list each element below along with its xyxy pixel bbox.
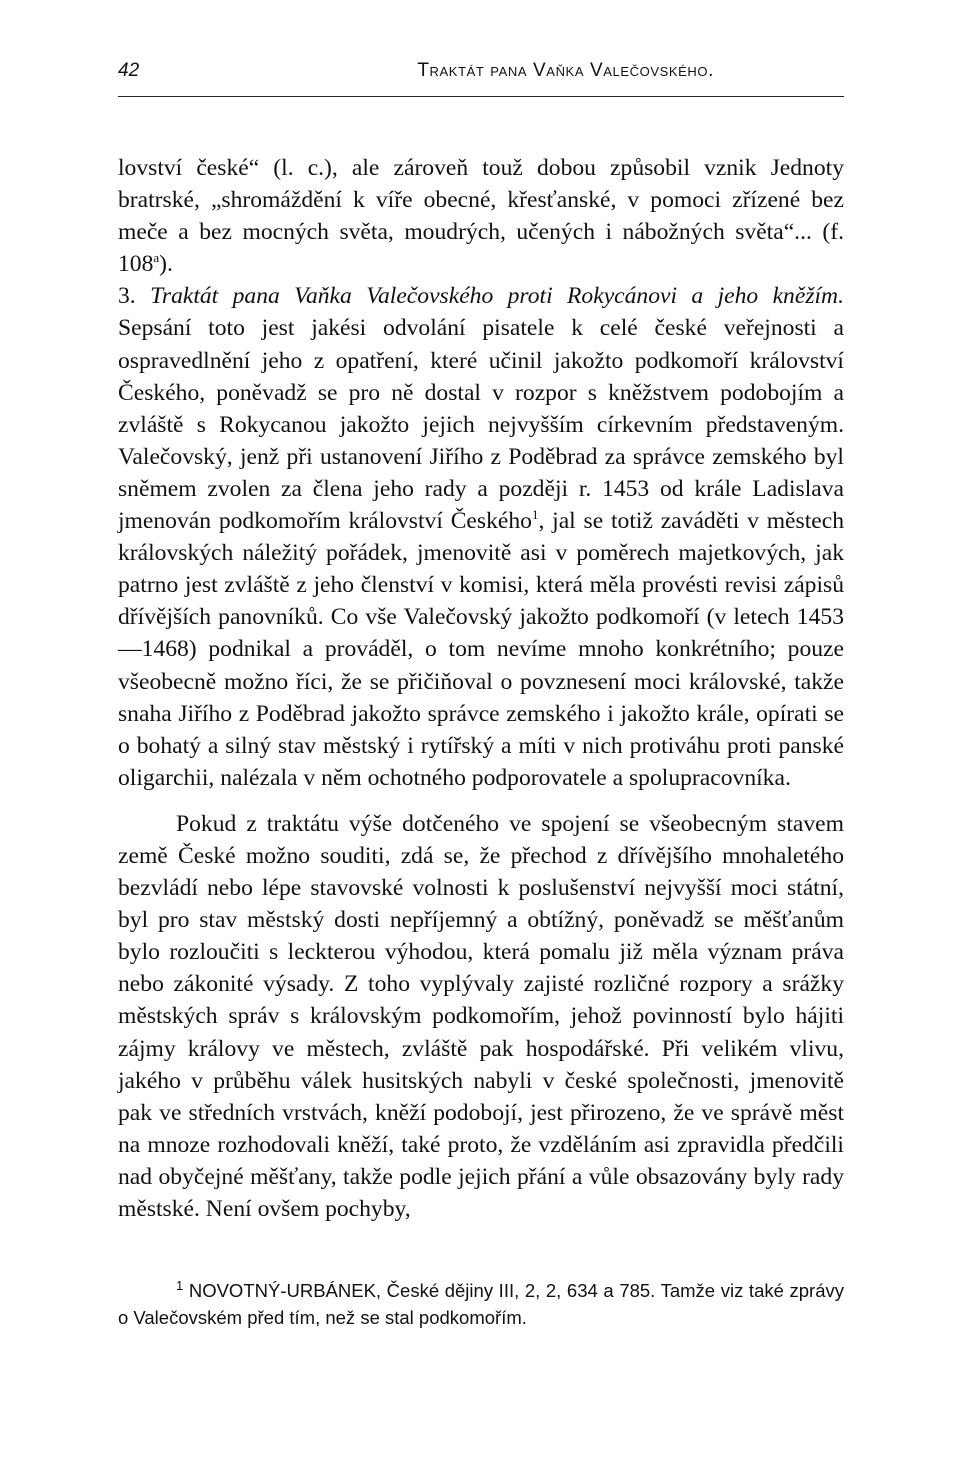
- footnote-reference: 1: [531, 507, 539, 523]
- body-text: [118, 152, 844, 1225]
- paragraph-2: 3. Traktát pana Vaňka Valečovského proti Rokycánovi a jeho kněžím. Sepsání toto jest jakési odvolání pisatele k celé české veřejnosti a ospravedlnění jeho z opatření, které učinil jakožto podkomoří království Českého, poněvadž se pro ně dostal v rozpor s kněžstvem podobojím a zvláště s Rokycanou jakožto jejich nejvyšším církevním představeným. Valečovský, jenž při ustanovení Jiřího z Poděbrad za správce zemského byl sněmem zvolen za člena jeho rady a později r. 1453 od krále Ladislava jmenován podkomořím království Českého$^1$, jal se totiž zaváděti v městech královských náležitý pořádek, jmenovitě asi v poměrech majetkových, jak patrno jest zvláště z jeho členství v komisi, která měla provésti revisi zápisů dřívějších panovníků. Co vše Valečovský jakožto podkomoří (v letech 1453—1468) podnikal a prováděl, o tom nevíme mnoho konkrétního; pouze všeobecně možno říci, že se přičiňoval o povznesení moci královské, takže snaha Jiřího z Poděbrad jakožto správce zemského i jakožto krále, opírati se o bohatý a silný stav městský i rytířský a míti v nich protiváhu proti panské oligarchii, nalézala v něm ochotného podporovatele a spolupracovníka.: [118, 283, 844, 791]
- section-number: 3.: [118, 283, 151, 310]
- running-title: Traktát pana Vaňka Valečovského.: [417, 60, 714, 81]
- page-number: 42: [118, 60, 140, 81]
- footnote-text: NOVOTNÝ-URBÁNEK, České dějiny III, 2, 2, 634 a 785. Tamže viz také zprávy o Valečovském před tím, než se stal podkomořím.: [118, 1280, 844, 1329]
- section-title: Traktát pana Vaňka Valečovského proti Rokycánovi a jeho kněžím.: [150, 283, 844, 310]
- page-header: [118, 60, 844, 90]
- paragraph-1: lovství české“ (l. c.), ale zároveň touž dobou způsobil vznik Jednoty bratrské, „shromáždění k víře obecné, křesťanské, v pomoci zřízené bez meče a bez mocných světa, moudrých, učených i nábožných světa“... (f. 108$^a$).: [118, 155, 844, 278]
- book-page: [118, 60, 844, 1331]
- footnote-mark: 1: [176, 1277, 184, 1293]
- footnote: [118, 1277, 844, 1331]
- header-rule: [118, 96, 844, 97]
- paragraph-3: Pokud z traktátu výše dotčeného ve spojení se všeobecným stavem země České možno souditi, zdá se, že přechod z dřívějšího mnohaletého bezvládí nebo lépe stavovské volnosti k poslušenství nejvyšší moci státní, byl pro stav městský dosti nepříjemný a obtížný, poněvadž se měšťanům bylo rozloučiti s leckterou výhodou, která pomalu již měla význam práva nebo zákonité výsady. Z toho vyplývaly zajisté rozličné rozpory a srážky městských správ s královským podkomořím, jehož povinností bylo hájiti zájmy královy ve městech, zvláště pak hospodářské. Při velikém vlivu, jakého v průběhu válek husitských nabyli v české společnosti, jmenovitě pak ve středních vrstvách, kněží podobojí, jest přirozeno, že ve správě měst na mnoze rozhodovali kněží, také proto, že vzděláním asi zpravidla předčili nad obyčejné měšťany, takže podle jejich přání a vůle obsazovány byly rady městské. Není ovšem pochyby,: [118, 810, 844, 1222]
